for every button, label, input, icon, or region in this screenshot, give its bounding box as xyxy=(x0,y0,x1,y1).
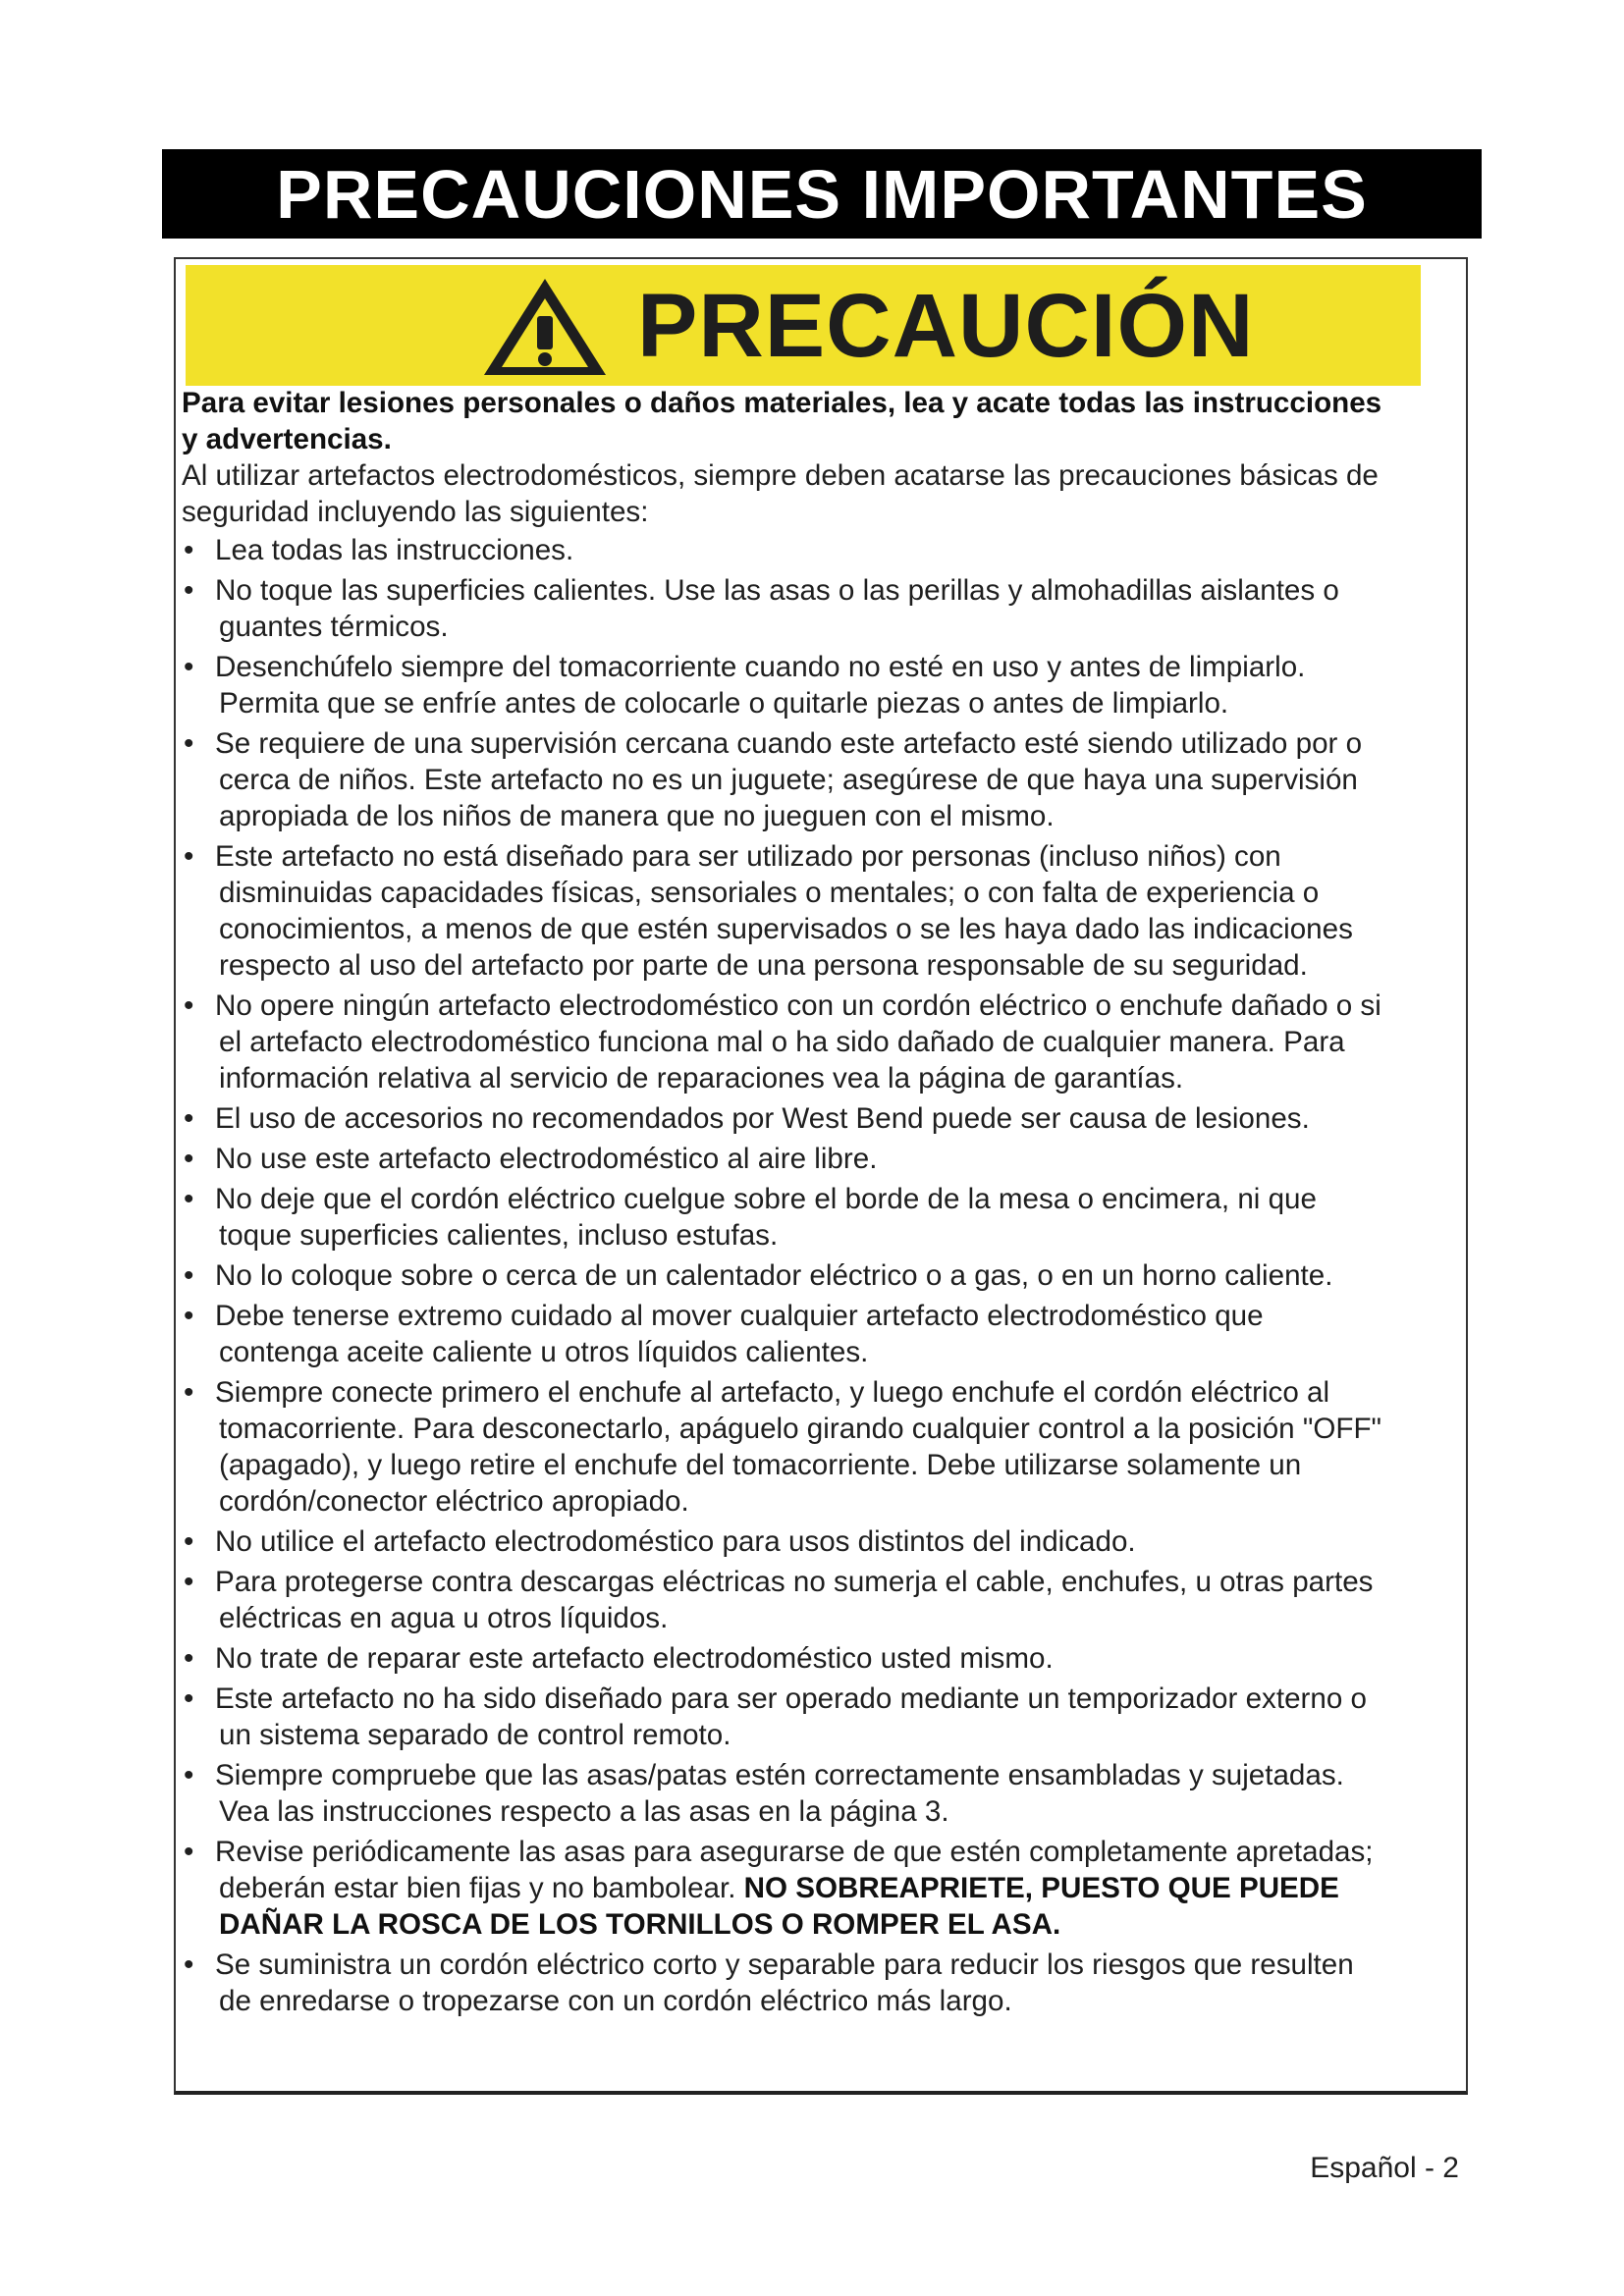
list-item xyxy=(182,1141,1463,1177)
bullet-icon: • xyxy=(184,1143,194,1175)
bullet-icon: • xyxy=(184,1183,194,1215)
list-item-line: disminuidas capacidades físicas, sensoriales o mentales; o con falta de experiencia o xyxy=(219,877,1320,909)
bullet-icon: • xyxy=(184,1102,194,1135)
bullet-icon: • xyxy=(184,1525,194,1558)
intro-text xyxy=(182,457,1463,530)
bullet-icon: • xyxy=(184,1376,194,1409)
list-item-line: Vea las instrucciones respecto a las asas en la página 3. xyxy=(219,1795,949,1828)
bullet-icon: • xyxy=(184,651,194,683)
bullet-icon: • xyxy=(184,727,194,760)
list-item xyxy=(182,1181,1463,1254)
list-item-line: No trate de reparar este artefacto electrodoméstico usted mismo. xyxy=(215,1642,1054,1675)
list-item-line: respecto al uso del artefacto por parte de una persona responsable de su seguridad. xyxy=(219,949,1308,982)
list-item-line: Siempre compruebe que las asas/patas estén correctamente ensambladas y sujetadas. xyxy=(215,1759,1344,1791)
list-item xyxy=(182,1257,1463,1294)
list-item-line: No use este artefacto electrodoméstico al aire libre. xyxy=(215,1143,878,1175)
list-item xyxy=(182,1523,1463,1560)
list-item-line: Permita que se enfríe antes de colocarle o quitarle piezas o antes de limpiarlo. xyxy=(219,687,1229,720)
list-item-line: información relativa al servicio de reparaciones vea la página de garantías. xyxy=(219,1062,1184,1095)
bullet-icon: • xyxy=(184,1682,194,1715)
list-item xyxy=(182,1100,1463,1137)
warning-emphasis: DAÑAR LA ROSCA DE LOS TORNILLOS O ROMPER EL ASA. xyxy=(219,1908,1061,1941)
list-item-text: deberán estar bien fijas y no bambolear. xyxy=(219,1872,744,1904)
list-item xyxy=(182,532,1463,568)
list-item xyxy=(182,1834,1463,1943)
list-item-line: apropiada de los niños de manera que no jueguen con el mismo. xyxy=(219,800,1055,832)
lead-line-1: Para evitar lesiones personales o daños materiales, lea y acate todas las instrucciones xyxy=(182,387,1382,419)
warning-emphasis: NO SOBREAPRIETE, PUESTO QUE PUEDE xyxy=(743,1872,1339,1904)
bullet-icon: • xyxy=(184,1949,194,1981)
page-title: PRECAUCIONES IMPORTANTES xyxy=(162,149,1482,239)
list-item xyxy=(182,1947,1463,2019)
list-item-line: Se suministra un cordón eléctrico corto y separable para reducir los riesgos que resulten xyxy=(215,1949,1354,1981)
list-item-line: Desenchúfelo siempre del tomacorriente cuando no esté en uso y antes de limpiarlo. xyxy=(215,651,1306,683)
list-item-line: El uso de accesorios no recomendados por West Bend puede ser causa de lesiones. xyxy=(215,1102,1310,1135)
list-item-line: No deje que el cordón eléctrico cuelgue sobre el borde de la mesa o encimera, ni que xyxy=(215,1183,1317,1215)
list-item-line: guantes térmicos. xyxy=(219,611,449,643)
list-item-line: Debe tenerse extremo cuidado al mover cualquier artefacto electrodoméstico que xyxy=(215,1300,1264,1332)
bullet-icon: • xyxy=(184,1300,194,1332)
list-item xyxy=(182,572,1463,645)
list-item-line: Este artefacto no está diseñado para ser utilizado por personas (incluso niños) con xyxy=(215,840,1281,873)
list-item-line: Revise periódicamente las asas para asegurarse de que estén completamente apretadas; xyxy=(215,1836,1374,1868)
list-item-line: de enredarse o tropezarse con un cordón eléctrico más largo. xyxy=(219,1985,1012,2017)
list-item-line: tomacorriente. Para desconectarlo, apáguelo girando cualquier control a la posición "OFF" xyxy=(219,1413,1382,1445)
precautions-content xyxy=(182,385,1463,2023)
bullet-icon: • xyxy=(184,989,194,1022)
list-item-line xyxy=(215,1870,1463,1906)
list-item-line: contenga aceite caliente u otros líquidos calientes. xyxy=(219,1336,869,1368)
list-item-line: Lea todas las instrucciones. xyxy=(215,534,574,566)
list-item-line: un sistema separado de control remoto. xyxy=(219,1719,731,1751)
list-item xyxy=(182,1374,1463,1520)
list-item xyxy=(182,1640,1463,1677)
list-item xyxy=(182,1757,1463,1830)
list-item xyxy=(182,838,1463,984)
list-item-line: cerca de niños. Este artefacto no es un juguete; asegúrese de que haya una supervisión xyxy=(219,764,1358,796)
list-item-line: Este artefacto no ha sido diseñado para ser operado mediante un temporizador externo o xyxy=(215,1682,1367,1715)
bullet-icon: • xyxy=(184,534,194,566)
list-item xyxy=(182,988,1463,1096)
page-number: Español - 2 xyxy=(1310,2152,1459,2184)
list-item-line: No opere ningún artefacto electrodoméstico con un cordón eléctrico o enchufe dañado o si xyxy=(215,989,1381,1022)
precautions-list xyxy=(182,532,1463,2019)
bullet-icon: • xyxy=(184,574,194,607)
list-item-line: Para protegerse contra descargas eléctricas no sumerja el cable, enchufes, u otras partes xyxy=(215,1566,1374,1598)
bullet-icon: • xyxy=(184,1836,194,1868)
list-item-line: Se requiere de una supervisión cercana cuando este artefacto esté siendo utilizado por o xyxy=(215,727,1363,760)
caution-banner xyxy=(186,265,1421,386)
intro-line-1: Al utilizar artefactos electrodomésticos, siempre deben acatarse las precauciones básicas de xyxy=(182,459,1379,492)
intro-line-2: seguridad incluyendo las siguientes: xyxy=(182,496,649,528)
list-item xyxy=(182,1681,1463,1753)
caution-word: PRECAUCIÓN xyxy=(637,276,1255,376)
list-item-line: No lo coloque sobre o cerca de un calentador eléctrico o a gas, o en un horno caliente. xyxy=(215,1259,1333,1292)
bullet-icon: • xyxy=(184,1642,194,1675)
lead-line-2: y advertencias. xyxy=(182,423,392,455)
list-item xyxy=(182,1298,1463,1370)
list-item xyxy=(182,725,1463,834)
bullet-icon: • xyxy=(184,1566,194,1598)
list-item-line: Siempre conecte primero el enchufe al artefacto, y luego enchufe el cordón eléctrico al xyxy=(215,1376,1330,1409)
list-item-line: toque superficies calientes, incluso estufas. xyxy=(219,1219,779,1252)
bullet-icon: • xyxy=(184,840,194,873)
list-item xyxy=(182,1564,1463,1636)
list-item-line: cordón/conector eléctrico apropiado. xyxy=(219,1485,689,1518)
list-item-line: No toque las superficies calientes. Use las asas o las perillas y almohadillas aislantes o xyxy=(215,574,1339,607)
list-item-line: el artefacto electrodoméstico funciona mal o ha sido dañado de cualquier manera. Para xyxy=(219,1026,1345,1058)
warning-triangle-icon xyxy=(480,275,610,379)
list-item-line: eléctricas en agua u otros líquidos. xyxy=(219,1602,669,1634)
bullet-icon: • xyxy=(184,1759,194,1791)
bullet-icon: • xyxy=(184,1259,194,1292)
lead-text xyxy=(182,385,1463,457)
list-item-line: No utilice el artefacto electrodoméstico para usos distintos del indicado. xyxy=(215,1525,1136,1558)
list-item-line: conocimientos, a menos de que estén supervisados o se les haya dado las indicaciones xyxy=(219,913,1353,945)
list-item-line: (apagado), y luego retire el enchufe del tomacorriente. Debe utilizarse solamente un xyxy=(219,1449,1302,1481)
list-item xyxy=(182,649,1463,721)
